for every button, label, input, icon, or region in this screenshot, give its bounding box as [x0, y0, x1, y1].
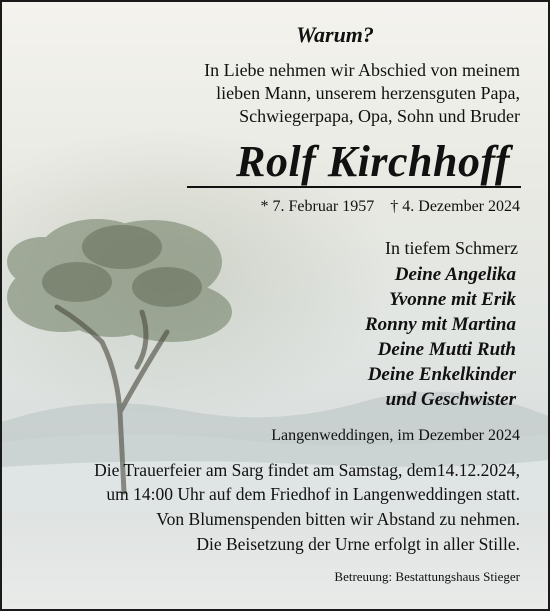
intro-line-2: lieben Mann, unserem herzensguten Papa,: [216, 83, 520, 103]
mourner-5: Deine Enkelkinder: [367, 364, 516, 385]
mourner-4: Deine Mutti Ruth: [377, 339, 516, 360]
ceremony-line-3: Von Blumenspenden bitten wir Abstand zu nehmen.: [156, 509, 520, 529]
ceremony-line-4: Die Beisetzung der Urne erfolgt in aller Stille.: [196, 534, 520, 554]
mourner-2: Yvonne mit Erik: [388, 289, 516, 310]
intro-line-1: In Liebe nehmen wir Abschied von meinem: [204, 60, 520, 80]
ceremony-line-2: um 14:00 Uhr auf dem Friedhof in Langenweddingen statt.: [106, 484, 520, 504]
funeral-home-credit: Betreuung: Bestattungshaus Stieger: [334, 569, 520, 584]
ceremony-line-1: Die Trauerfeier am Sarg findet am Samstag, dem14.12.2024,: [94, 460, 520, 480]
heading: Warum?: [296, 22, 374, 47]
mourner-3: Ronny mit Martina: [365, 314, 516, 335]
tree-image: [2, 202, 302, 502]
mourner-1: Deine Angelika: [394, 264, 516, 285]
deceased-name: Rolf Kirchhoff: [236, 137, 510, 186]
mourner-6: und Geschwister: [385, 389, 516, 410]
intro-line-3: Schwiegerpapa, Opa, Sohn und Bruder: [239, 106, 520, 126]
mourning-intro: In tiefem Schmerz: [385, 238, 518, 258]
place-date: Langenweddingen, im Dezember 2024: [271, 427, 520, 444]
life-dates: * 7. Februar 1957 † 4. Dezember 2024: [260, 198, 520, 215]
name-underline: [187, 186, 521, 188]
